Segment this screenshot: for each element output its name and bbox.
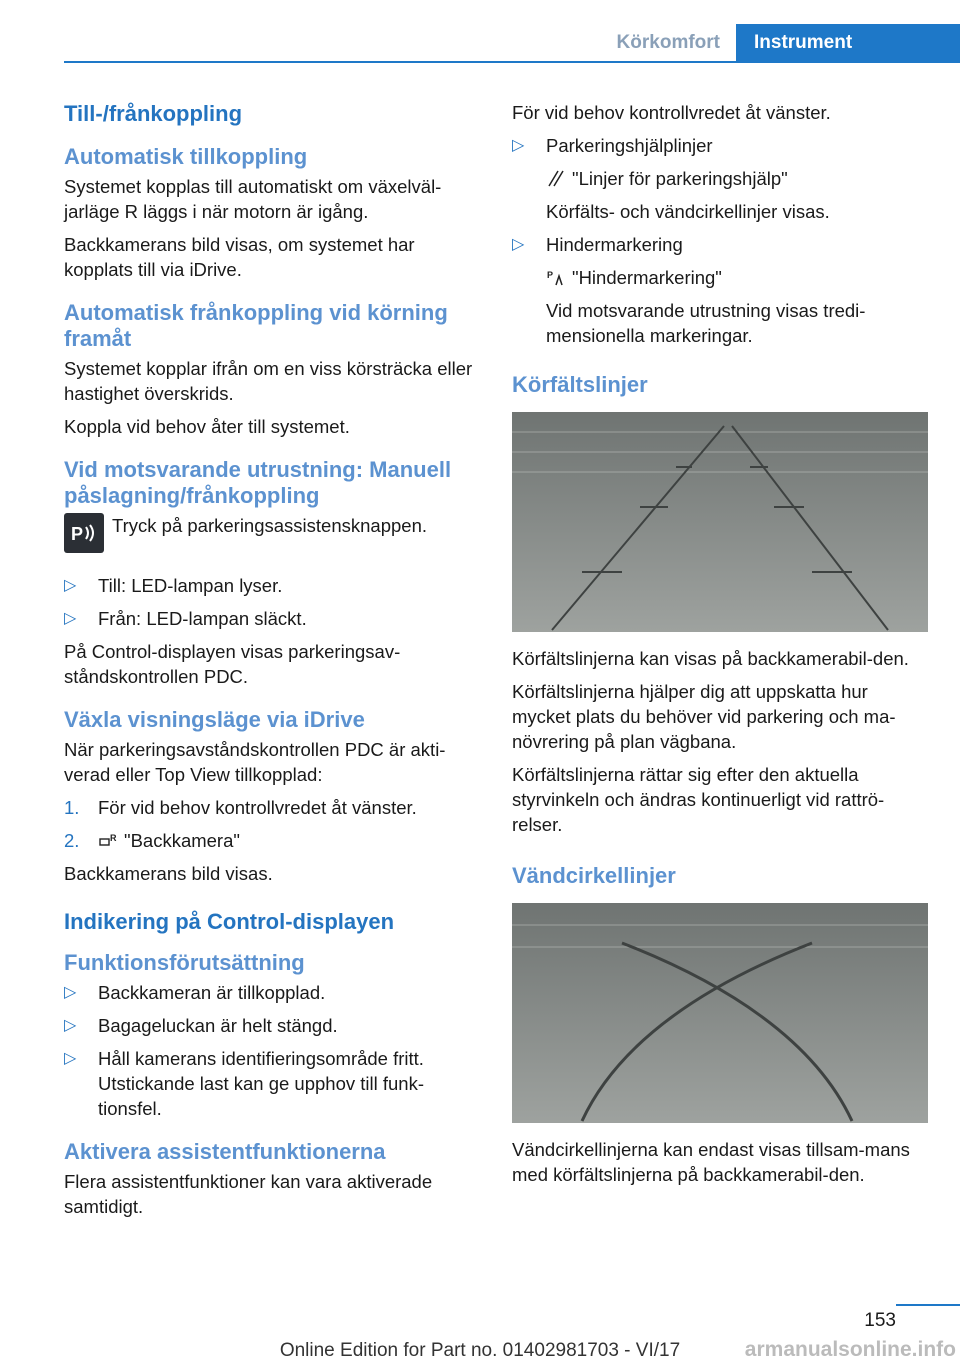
paragraph: Backkamerans bild visas, om systemet har kopplats till via iDrive.: [64, 234, 415, 280]
paragraph: Systemet kopplar ifrån om en viss körsträcka eller hastighet överskrids.: [64, 358, 473, 404]
paragraph: Körfälts- och vändcirkellinjer visas.: [546, 201, 830, 222]
header-rule: [64, 61, 960, 63]
triangle-bullet-icon: ▷: [64, 1017, 77, 1034]
list-item: 2. R "Backkamera": [64, 830, 240, 851]
list-item: ▷ Till: LED-lampan lyser.: [64, 575, 283, 596]
triangle-bullet-icon: ▷: [64, 1050, 77, 1067]
list-item: ▷ Hindermarkering: [512, 234, 683, 255]
menu-entry: P "Hindermarkering": [547, 267, 722, 288]
press-instruction: Tryck på parkeringsassistensknappen.: [112, 515, 427, 536]
footer-rule: [896, 1304, 960, 1306]
heading-manual: Vid motsvarande utrustning: Manuell påslagning/frånkoppling: [64, 457, 452, 508]
paragraph: När parkeringsavståndskontrollen PDC är akti-verad eller Top View tillkopplad:: [64, 739, 446, 785]
paragraph: Vändcirkellinjerna kan endast visas tillsam-mans med körfältslinjerna på backkamerabil-den.: [512, 1139, 910, 1185]
watermark: armanualsonline.info: [744, 1338, 956, 1361]
lane-lines-image: [512, 412, 928, 632]
heading-control-display: Indikering på Control-displayen: [64, 909, 395, 934]
options-list: [512, 232, 928, 257]
heading-auto-on: Automatisk tillkoppling: [64, 144, 308, 169]
paragraph: Vid motsvarande utrustning visas tredi-mensionella markeringar.: [546, 300, 866, 346]
paragraph: Körfältslinjerna hjälper dig att uppskatta hur mycket plats du behöver vid parkering och ma-növrering på plan vägbana.: [512, 681, 896, 752]
paragraph: Körfältslinjerna kan visas på backkamerabil-den.: [512, 648, 909, 669]
obstacle-marking-icon: [546, 268, 566, 286]
turning-circle-image: [512, 903, 928, 1123]
heading-till-frankoppling: Till-/frånkoppling: [64, 101, 243, 126]
list-item: ▷ Från: LED-lampan släckt.: [64, 608, 307, 629]
section-tab-korkomfort: Körkomfort: [616, 32, 720, 53]
led-list: [64, 573, 480, 631]
heading-auto-off: Automatisk frånkoppling vid körning framåt: [64, 300, 448, 351]
paragraph: För vid behov kontrollvredet åt vänster.: [512, 102, 831, 123]
triangle-bullet-icon: ▷: [64, 984, 77, 1001]
paragraph: Backkamerans bild visas.: [64, 863, 273, 884]
heading-turning-circle: Vändcirkellinjer: [512, 863, 676, 888]
paragraph: Koppla vid behov åter till systemet.: [64, 416, 350, 437]
press-button-row: [64, 513, 480, 553]
heading-prerequisites: Funktionsförutsättning: [64, 950, 305, 975]
section-tab-instrument: Instrument: [736, 24, 960, 63]
right-column: [512, 100, 928, 1195]
options-list: [512, 133, 928, 158]
triangle-bullet-icon: ▷: [64, 577, 77, 594]
list-item: 1. För vid behov kontrollvredet åt vänster.: [64, 797, 417, 818]
heading-switch-view: Växla visningsläge via iDrive: [64, 707, 365, 732]
list-item: ▷ Håll kamerans identifieringsområde fritt. Utstickande last kan ge upphov till funk-tionsfel.: [64, 1048, 424, 1119]
list-item: ▷ Bagageluckan är helt stängd.: [64, 1015, 338, 1036]
triangle-bullet-icon: ▷: [512, 137, 525, 154]
triangle-bullet-icon: ▷: [64, 610, 77, 627]
left-column: [64, 100, 480, 1227]
svg-text:R: R: [110, 833, 117, 843]
edition-note: Online Edition for Part no. 01402981703 - VI/17: [279, 1340, 681, 1361]
svg-text:P: P: [547, 270, 554, 280]
page-header: [0, 24, 960, 62]
svg-text:P: P: [71, 524, 84, 544]
paragraph: Körfältslinjerna rättar sig efter den aktuella styrvinkeln och ändras kontinuerligt vid rattrö-relser.: [512, 764, 885, 835]
parking-lines-icon: [546, 169, 566, 187]
rear-camera-icon: [98, 831, 118, 849]
prerequisite-list: [64, 980, 480, 1121]
heading-activate: Aktivera assistentfunktionerna: [64, 1139, 386, 1164]
list-item: ▷ Parkeringshjälplinjer: [512, 135, 713, 156]
menu-entry: "Linjer för parkeringshjälp": [512, 166, 928, 191]
paragraph: Flera assistentfunktioner kan vara aktiverade samtidigt.: [64, 1171, 433, 1217]
step-list: [64, 795, 480, 853]
triangle-bullet-icon: ▷: [512, 236, 525, 253]
paragraph: Systemet kopplas till automatiskt om växelväl-jarläge R läggs i när motorn är igång.: [64, 176, 442, 222]
parking-assist-button-icon: [64, 513, 104, 553]
heading-lane-lines: Körfältslinjer: [512, 372, 648, 397]
list-item: ▷ Backkameran är tillkopplad.: [64, 982, 326, 1003]
paragraph: På Control-displayen visas parkeringsav-ståndskontrollen PDC.: [64, 641, 401, 687]
page-number: 153: [864, 1310, 896, 1331]
